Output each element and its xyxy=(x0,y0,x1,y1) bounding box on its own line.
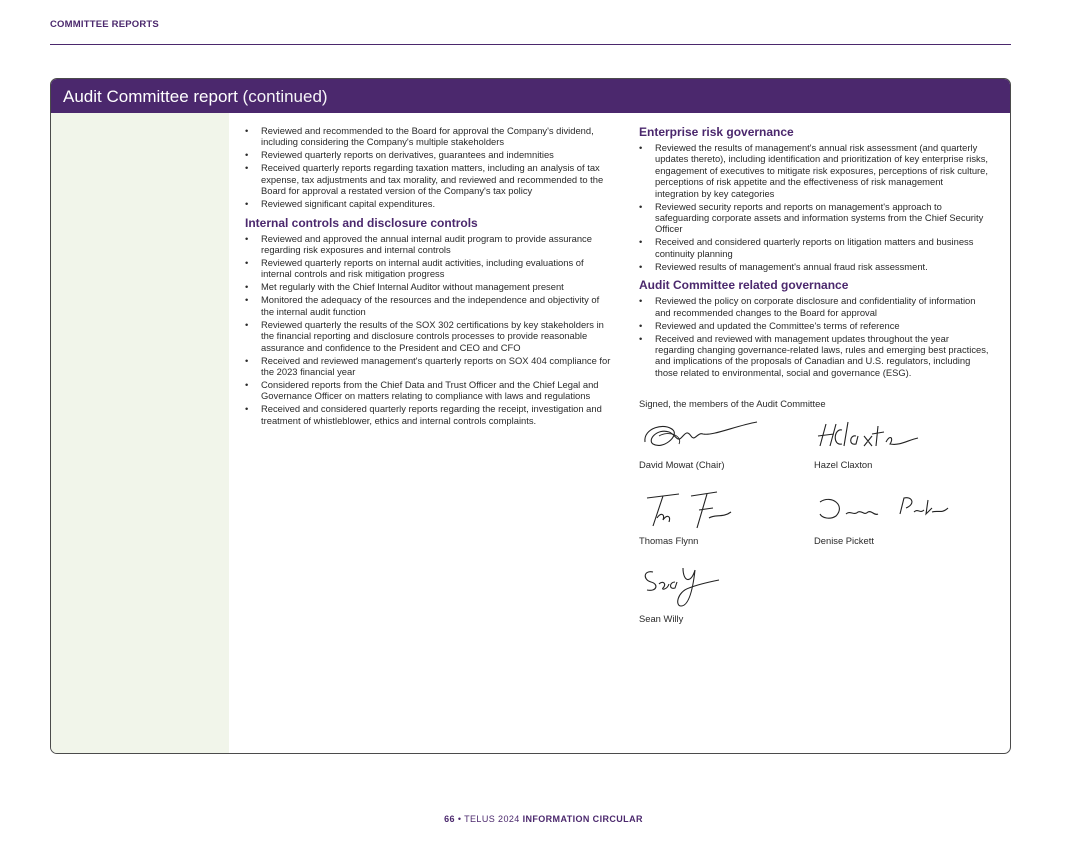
panel-title-main: Audit Committee report xyxy=(63,87,238,106)
list-item: • Reviewed significant capital expenditures. xyxy=(245,198,436,210)
section-label: COMMITTEE REPORTS xyxy=(50,19,159,30)
signatory-name: Denise Pickett xyxy=(814,534,874,546)
list-item: • Monitored the adequacy of the resources and the independence and objectivity of the internal audit function xyxy=(245,294,600,317)
left-margin-strip xyxy=(51,113,229,753)
list-item: • Received and considered quarterly reports on litigation matters and business continuity planning xyxy=(639,236,974,259)
footer-brand: TELUS 2024 xyxy=(464,814,520,824)
signatures xyxy=(639,416,989,628)
list-item: • Reviewed quarterly reports on internal audit activities, including evaluations of internal controls and risk mitigation progress xyxy=(245,257,584,280)
list-item: • Received and reviewed management's quarterly reports on SOX 404 compliance for the 2023 financial year xyxy=(245,354,611,378)
internal-controls-list xyxy=(245,233,611,427)
panel-title xyxy=(51,79,1010,113)
signed-intro: Signed, the members of the Audit Committee xyxy=(639,398,826,410)
list-item: • Reviewed and approved the annual internal audit program to provide assurance regarding risk exposures and internal controls xyxy=(245,232,592,256)
footer-separator: • xyxy=(457,814,462,824)
signature-denise-pickett-icon xyxy=(814,488,954,532)
footer-doc-title: INFORMATION CIRCULAR xyxy=(522,814,643,824)
signature-block xyxy=(639,562,799,624)
audit-committee-panel xyxy=(50,78,1011,754)
list-item: • Received and considered quarterly reports regarding the receipt, investigation and treatment of whistleblower, ethics and internal controls complaints. xyxy=(245,403,602,426)
signature-block xyxy=(814,488,974,546)
list-item: • Reviewed the results of management's annual risk assessment (and quarterly updates thereto), including identification and prioritization of key enterprise risks, engagement of executives to mitigate risk exposures, perceptions of risk culture, perceptions of risk appetite and the effectiveness of risk management integration by key categories xyxy=(639,142,988,199)
signature-sean-willy-icon xyxy=(639,562,729,610)
list-item: • Considered reports from the Chief Data and Trust Officer and the Chief Legal and Governance Officer on matters relating to compliance with laws and regulations xyxy=(245,379,599,402)
page-number: 66 xyxy=(444,814,455,824)
intro-list xyxy=(245,125,611,210)
list-item: • Reviewed security reports and reports on management's approach to safeguarding corporate assets and information systems from the Chief Security Officer xyxy=(639,200,984,235)
list-item: • Received quarterly reports regarding taxation matters, including an analysis of tax expense, tax adjustments and tax morality, and reviewed and recommended to the Board for approval a restated version of the Company's tax policy xyxy=(245,162,604,197)
enterprise-risk-heading: Enterprise risk governance xyxy=(639,125,794,139)
page-footer xyxy=(0,814,1087,824)
signature-david-mowat-icon xyxy=(639,416,769,456)
right-column xyxy=(639,125,989,628)
list-item: • Reviewed results of management's annual fraud risk assessment. xyxy=(639,260,928,272)
list-item: • Reviewed quarterly reports on derivatives, guarantees and indemnities xyxy=(245,149,554,161)
list-item: • Met regularly with the Chief Internal Auditor without management present xyxy=(245,281,564,293)
list-item: • Reviewed quarterly the results of the SOX 302 certifications by key stakeholders in the financial reporting and disclosure controls processes to provide reasonable assurance and confidence to the President and CEO and CFO xyxy=(245,318,604,353)
internal-controls-heading: Internal controls and disclosure controls xyxy=(245,215,478,230)
audit-governance-list xyxy=(639,295,989,378)
left-column xyxy=(245,125,611,428)
signatory-name: Sean Willy xyxy=(639,612,684,624)
signatory-name: Thomas Flynn xyxy=(639,534,699,546)
signatory-name: David Mowat (Chair) xyxy=(639,458,725,470)
signature-block xyxy=(814,416,974,470)
signature-thomas-flynn-icon xyxy=(639,488,749,532)
list-item: • Reviewed the policy on corporate disclosure and confidentiality of information and recommended changes to the Board for approval xyxy=(639,295,976,318)
signature-block xyxy=(639,416,799,470)
header-divider xyxy=(50,44,1011,45)
signature-block xyxy=(639,488,799,546)
list-item: • Reviewed and recommended to the Board for approval the Company's dividend, including considering the Company's multiple stakeholders xyxy=(245,125,594,148)
list-item: • Reviewed and updated the Committee's terms of reference xyxy=(639,319,900,331)
signature-hazel-claxton-icon xyxy=(814,416,924,456)
signatory-name: Hazel Claxton xyxy=(814,458,873,470)
audit-governance-heading: Audit Committee related governance xyxy=(639,278,849,293)
enterprise-risk-list xyxy=(639,142,989,272)
panel-title-suffix: (continued) xyxy=(242,87,328,106)
list-item: • Received and reviewed with management updates throughout the year regarding changing governance-related laws, rules and emerging best practices, and implications of the proposals of Canadian and U.S. regulators, including those related to environmental, social and governance (ESG). xyxy=(639,332,989,378)
